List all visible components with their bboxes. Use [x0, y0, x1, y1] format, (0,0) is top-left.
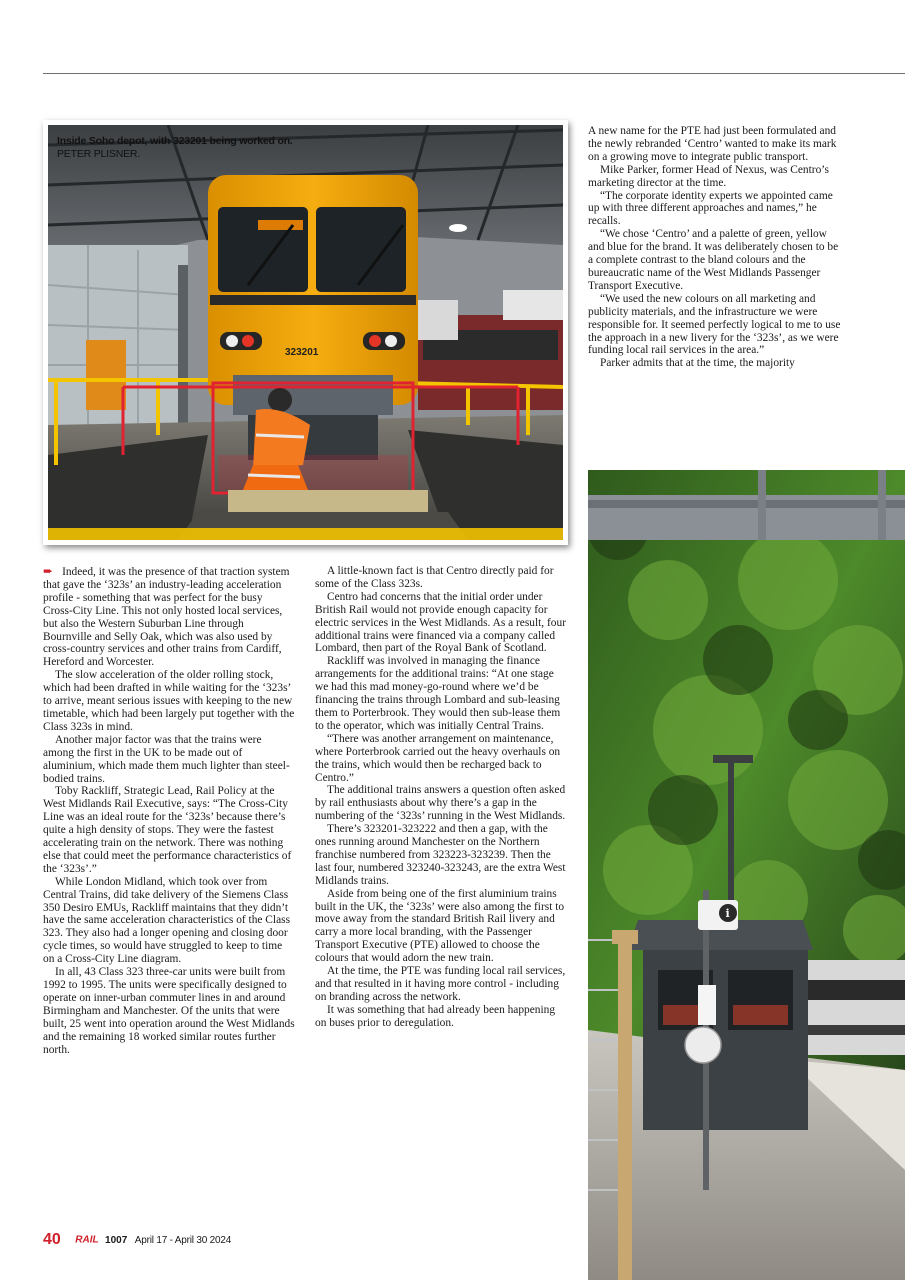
magazine-name: RAIL	[75, 1234, 99, 1246]
article-paragraph-text: Indeed, it was the presence of that traction system that gave the ‘323s’ an industry-leading acceleration profile - something that was perfect for the busy Cross-City Line. This not only hosted local services, but also the Western Suburban Line through Bournville and Selly Oak, which was also used by cross-country services and other trains from Cardiff, Hereford and Worcester.	[43, 566, 290, 669]
article-paragraph: Mike Parker, former Head of Nexus, was Centro’s marketing director at the time.	[588, 163, 829, 189]
photo-credit: PETER PLISNER.	[57, 148, 140, 160]
article-column-3	[588, 125, 843, 370]
header-rule	[43, 73, 905, 74]
article-paragraph: “We chose ‘Centro’ and a palette of green, yellow and blue for the brand. It was deliberately chosen to be a complete contrast to the bland colours and the bureaucratic name of the West Midlands Passenger Transport Executive.	[588, 228, 839, 292]
article-paragraph: While London Midland, which took over from Central Trains, did take delivery of the Siemens Class 350 Desiro EMUs, Rackliff maintains that they didn’t have the same acceleration characteristics of the Class 323. They also had a longer opening and closing door cycle times, so would have struggled to keep to time on a Cross-City Line diagram.	[43, 875, 290, 966]
article-paragraph: It was something that had already been happening on buses prior to deregulation.	[315, 1003, 556, 1029]
article-paragraph	[43, 565, 295, 669]
unit-number-text: 323201	[285, 347, 319, 358]
info-sign-icon: i	[725, 907, 730, 920]
issue-dates: April 17 - April 30 2024	[134, 1234, 232, 1246]
issue-number: 1007	[105, 1234, 128, 1246]
article-paragraph: “The corporate identity experts we appointed came up with three different approaches and names,” he recalls.	[588, 189, 833, 228]
continue-arrow-icon: ➨	[43, 564, 54, 578]
article-paragraph: “There was another arrangement on maintenance, where Porterbrook carried out the heavy overhauls on the trains, which would then be recharged back to Centro.”	[315, 732, 561, 784]
article-paragraph: Toby Rackliff, Strategic Lead, Rail Policy at the West Midlands Rail Executive, says: “The Cross-City Line was an ideal route for the ‘323s’ because there’s quite a high density of stops. They were the fastest accelerating train on the network. There was nothing else that could meet the performance characteristics of the ‘323s’.”	[43, 785, 292, 875]
article-paragraph: There’s 323201-323222 and then a gap, with the ones running around Manchester on the Northern franchise numbered from 323223-323239. Then the last four, numbered 323240-323243, are the extra West Midlands trains.	[315, 823, 566, 887]
station-photo-illustration	[588, 470, 905, 1280]
article-paragraph: Parker admits that at the time, the majority	[600, 357, 795, 370]
page-footer	[43, 1231, 231, 1249]
depot-photo-illustration	[48, 125, 563, 540]
article-paragraph: A new name for the PTE had just been formulated and the newly rebranded ‘Centro’ wanted to make its mark on a growing move to integrate public transport.	[588, 125, 837, 163]
station-photo	[588, 470, 905, 1280]
article-paragraph: At the time, the PTE was funding local rail services, and that resulted in it having more control - including on branding across the network.	[315, 965, 566, 1003]
article-paragraph: A little-known fact is that Centro directly paid for some of the Class 323s.	[315, 565, 554, 590]
article-paragraph: The additional trains answers a question often asked by rail enthusiasts about why there’s a gap in the numbering of the ‘323s’ running in the West Midlands.	[315, 784, 566, 823]
photo-caption	[57, 135, 293, 161]
article-paragraph: “We used the new colours on all marketing and publicity materials, and the infrastructure we were responsible for. It seemed perfectly logical to me to use the approach in a new livery for the ‘323s’, as we were funding local rail services in the area.”	[588, 292, 841, 357]
article-paragraph: In all, 43 Class 323 three-car units were built from 1992 to 1995. The units were specifically designed to operate on inner-urban commuter lines in and around Birmingham and Manchester. Of the units that were built, 25 went into operation around the West Midlands and the remaining 18 worked similar routes further north.	[43, 966, 295, 1056]
article-paragraph: Centro had concerns that the initial order under British Rail would not provide enough capacity for electric services in the West Midlands. As a result, four additional trains were financed via a company called Lombard, then part of the Royal Bank of Scotland.	[315, 590, 566, 655]
article-column-1	[43, 565, 295, 1056]
depot-photo	[43, 120, 568, 545]
article-paragraph: Rackliff was involved in managing the finance arrangements for the additional trains: “At one stage we had this mad money-go-round where we’d be financing the trains through Lombard and sub-leasing them to Porterbrook. They would then sub-lease them to the operator, which was initially Central Trains.	[315, 655, 561, 732]
photo-caption-text: Inside Soho depot, with 323201 being worked on.	[57, 135, 293, 147]
article-paragraph: Another major factor was that the trains were among the first in the UK to be made out of aluminium, which made them much lighter than steel-bodied trains.	[43, 733, 290, 785]
article-paragraph: Aside from being one of the first aluminium trains built in the UK, the ‘323s’ were also among the first to move away from the standard British Rail livery and carry a more local branding, with the Passenger Transport Executive (PTE) allowed to choose the colours that would adorn the new train.	[315, 887, 565, 965]
article-column-2	[315, 565, 567, 1030]
article-paragraph: The slow acceleration of the older rolling stock, which had been drafted in while waiting for the ‘323s’ to arrive, meant serious issues with keeping to the new timetable, which had been largely put together with the Class 323s in mind.	[43, 669, 295, 733]
page-number: 40	[43, 1231, 61, 1248]
